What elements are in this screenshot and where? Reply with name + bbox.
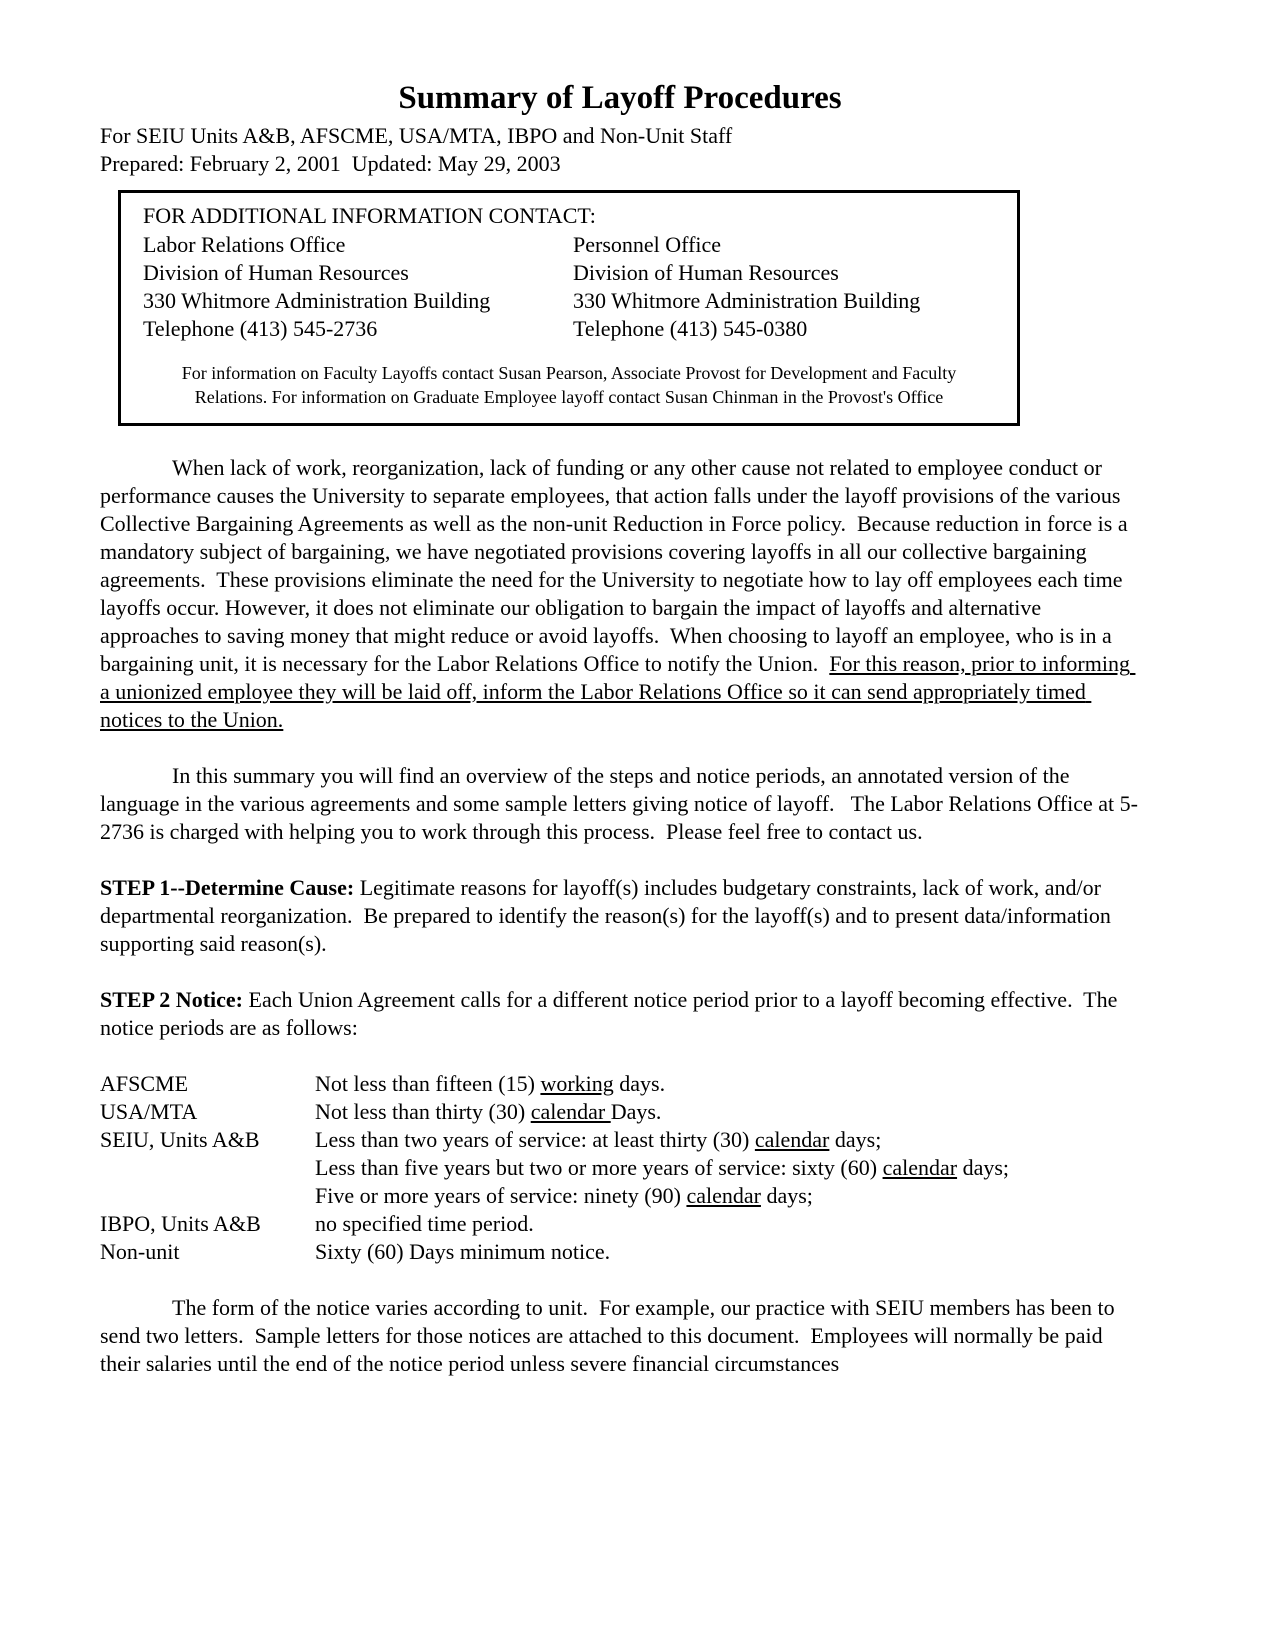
contact-line: Labor Relations Office <box>143 232 346 257</box>
notice-text: no specified time period. <box>315 1211 534 1236</box>
table-row <box>100 1182 1140 1210</box>
notice-underlined-word: calendar <box>754 1127 830 1152</box>
notice-period-text <box>315 1182 1140 1210</box>
paragraph-text: When lack of work, reorganization, lack of funding or any other cause not related to employee conduct or performance causes the University to separate employees, that action falls under the layoff provisions of the various Collective Bargaining Agreements as well as the non-unit Reduction in Force policy. Because reduction in force is a mandatory subject of bargaining, we have negotiated provisions covering layoffs in all our collective bargaining agreements. These provisions eliminate the need for the University to negotiate how to lay off employees each time layoffs occur. However, it does not eliminate our obligation to bargain the impact of layoffs and alternative approaches to saving money that might reduce or avoid layoffs. When choosing to layoff an employee, who is in a bargaining unit, it is necessary for the Labor Relations Office to notify the Union. <box>100 455 1134 676</box>
notice-text: days. <box>613 1071 666 1096</box>
contact-box-footnote: For information on Faculty Layoffs contact Susan Pearson, Associate Provost for Development and Faculty Relations. For information on Graduate Employee layoff contact Susan Chinman in the Provost's Office <box>181 363 957 407</box>
contact-line: Division of Human Resources <box>143 260 409 285</box>
contact-line: 330 Whitmore Administration Building <box>143 288 491 313</box>
underlined-notice-sentence: For this reason, prior to informing a unionized employee they will be laid off, inform the Labor Relations Office so it can send appropriately timed notices to the Union. <box>100 651 1136 732</box>
page-title: Summary of Layoff Procedures <box>398 80 842 116</box>
notice-underlined-word: calendar <box>686 1183 761 1208</box>
contact-info-box <box>118 190 1020 426</box>
notice-text: days; <box>760 1183 813 1208</box>
paragraph-layoff-overview <box>100 454 1140 734</box>
unit-name <box>100 1182 315 1210</box>
contact-line: Division of Human Resources <box>573 260 839 285</box>
notice-period-text <box>315 1210 1140 1238</box>
prepared-updated-line: Prepared: February 2, 2001 Updated: May 29, 2003 <box>100 151 561 176</box>
step2-text: Each Union Agreement calls for a different notice period prior to a layoff becoming effective. The notice periods are as follows: <box>100 987 1123 1040</box>
paragraph-summary-intro: In this summary you will find an overview of the steps and notice periods, an annotated version of the language in the various agreements and some sample letters giving notice of layoff. The Labor Relations Office at 5-2736 is charged with helping you to work through this process. Please feel free to contact us. <box>100 763 1138 844</box>
notice-period-text <box>315 1154 1140 1182</box>
table-row <box>100 1098 1140 1126</box>
step2-label: STEP 2 Notice: <box>100 987 243 1012</box>
audience-line: For SEIU Units A&B, AFSCME, USA/MTA, IBPO and Non-Unit Staff <box>100 123 733 148</box>
paragraph-step1 <box>100 874 1140 958</box>
notice-text: days; <box>957 1155 1010 1180</box>
step1-text: Legitimate reasons for layoff(s) includes budgetary constraints, lack of work, and/or departmental reorganization. Be prepared to identify the reason(s) for the layoff(s) and to present data/information supporting said reason(s). <box>100 875 1117 956</box>
notice-text: Not less than fifteen (15) <box>315 1071 541 1096</box>
notice-underlined-word: calendar <box>882 1155 958 1180</box>
contact-line: Telephone (413) 545-2736 <box>143 316 378 341</box>
notice-text: Not less than thirty (30) <box>315 1099 531 1124</box>
notice-text: days; <box>829 1127 882 1152</box>
notice-underlined-word: working <box>540 1071 614 1096</box>
contact-columns <box>143 231 995 343</box>
notice-period-text <box>315 1070 1140 1098</box>
notice-periods-table <box>100 1070 1140 1266</box>
personnel-office-contact <box>573 231 995 343</box>
unit-name: AFSCME <box>100 1071 189 1096</box>
unit-name: IBPO, Units A&B <box>100 1211 261 1236</box>
notice-text: Less than two years of service: at least thirty (30) <box>315 1127 755 1152</box>
unit-name: Non-unit <box>100 1239 180 1264</box>
unit-name <box>100 1154 315 1182</box>
notice-text: Days. <box>610 1099 662 1124</box>
table-row <box>100 1070 1140 1098</box>
notice-text: Five or more years of service: ninety (90) <box>315 1183 687 1208</box>
unit-name: USA/MTA <box>100 1099 198 1124</box>
table-row <box>100 1238 1140 1266</box>
table-row <box>100 1210 1140 1238</box>
notice-text: Less than five years but two or more years of service: sixty (60) <box>315 1155 883 1180</box>
labor-relations-contact <box>143 231 573 343</box>
notice-text: Sixty (60) Days minimum notice. <box>315 1239 611 1264</box>
table-row <box>100 1154 1140 1182</box>
notice-period-text <box>315 1126 1140 1154</box>
unit-name: SEIU, Units A&B <box>100 1127 260 1152</box>
contact-box-heading: FOR ADDITIONAL INFORMATION CONTACT: <box>143 203 596 228</box>
notice-period-text <box>315 1238 1140 1266</box>
step1-label: STEP 1--Determine Cause: <box>100 875 355 900</box>
contact-line: 330 Whitmore Administration Building <box>573 288 921 313</box>
notice-period-text <box>315 1098 1140 1126</box>
table-row <box>100 1126 1140 1154</box>
paragraph-closing: The form of the notice varies according to unit. For example, our practice with SEIU members has been to send two letters. Sample letters for those notices are attached to this document. Employees will normally be paid their salaries until the end of the notice period unless severe financial circumstances <box>100 1295 1121 1376</box>
contact-line: Personnel Office <box>573 232 722 257</box>
contact-line: Telephone (413) 545-0380 <box>573 316 808 341</box>
notice-underlined-word: calendar <box>530 1099 611 1124</box>
paragraph-step2 <box>100 986 1140 1042</box>
